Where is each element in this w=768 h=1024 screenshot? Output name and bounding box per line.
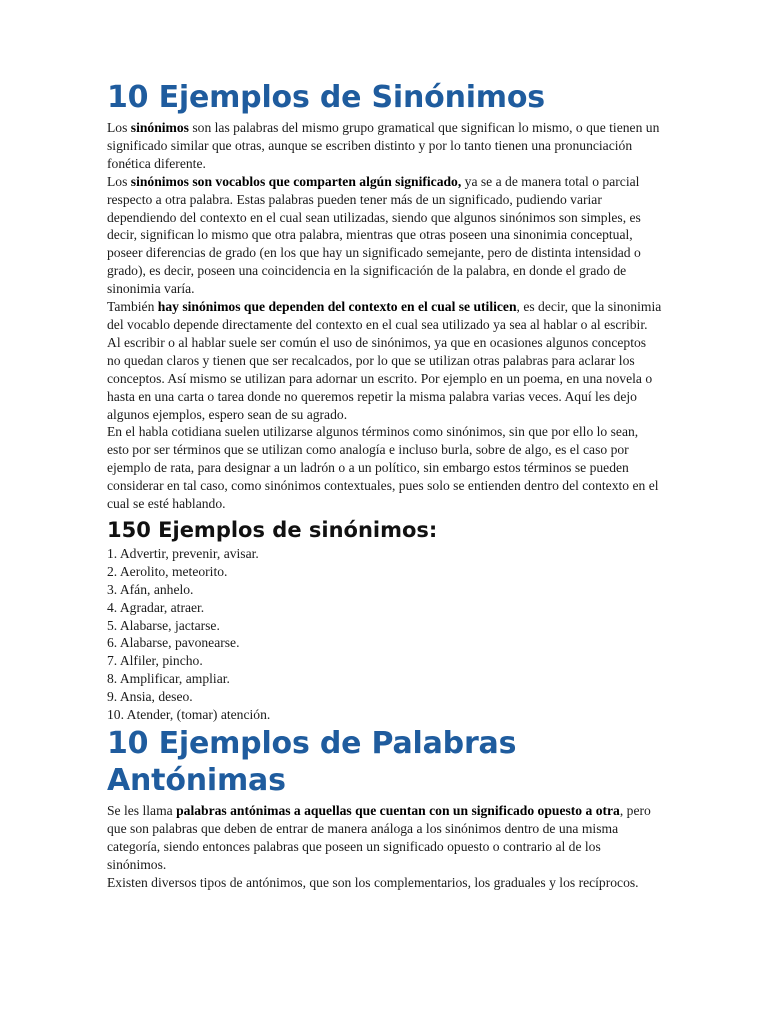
text-run: Se les llama: [107, 803, 177, 818]
paragraph-habla-cotidiana: En el habla cotidiana suelen utilizarse algunos términos como sinónimos, sin que por ello lo sean, esto por ser términos que se utilizan como analogía e incluso burla, sobre de algo, es el caso por ejemplo de rata, para designar a un ladrón o a un político, sin embargo estos términos se pueden considerar en tal caso, como sinónimos contextuales, pues solo se entienden dentro del contexto en el cual se esté hablando.: [107, 424, 659, 512]
examples-list: [107, 545, 663, 724]
title-sinonimos: 10 Ejemplos de Sinónimos: [107, 80, 545, 115]
list-item: 10. Atender, (tomar) atención.: [107, 707, 271, 723]
title-antonimos: 10 Ejemplos de Palabras Antónimas: [107, 726, 517, 798]
list-item: 4. Agradar, atraer.: [107, 599, 205, 615]
text-run: También: [107, 299, 158, 315]
list-item: 8. Amplificar, ampliar.: [107, 671, 230, 687]
list-item: 1. Advertir, prevenir, avisar.: [107, 545, 259, 561]
text-run: Los: [107, 120, 131, 135]
bold-run: palabras antónimas a aquellas que cuentan con un significado opuesto a otra: [176, 803, 620, 818]
bold-run: sinónimos: [130, 120, 189, 135]
bold-run: sinónimos son vocablos que comparten algún significado,: [130, 173, 462, 189]
list-item: 5. Alabarse, jactarse.: [107, 617, 220, 633]
list-item: 9. Ansia, deseo.: [107, 689, 193, 705]
paragraph-vocablos: [107, 173, 663, 298]
text-run: , pero que son palabras que deben de entrar de manera análoga a los sinónimos dentro de una misma categoría, siendo entonces palabras que poseen un significado opuesto o contrario al de los sinónimos.: [107, 803, 651, 872]
list-item: 7. Alfiler, pincho.: [107, 653, 203, 669]
title-ejemplos: 150 Ejemplos de sinónimos:: [107, 517, 438, 542]
list-item: 2. Aerolito, meteorito.: [107, 563, 228, 579]
bold-run: hay sinónimos que dependen del contexto en el cual se utilicen: [157, 299, 517, 315]
list-item: 3. Afán, anhelo.: [107, 581, 194, 597]
text-run: son las palabras del mismo grupo gramatical que significan lo mismo, o que tienen un significado similar que otras, aunque se escriben distinto y por lo tanto tienen una pronunciación fonética diferente.: [107, 120, 660, 171]
text-run: Los: [107, 173, 131, 189]
paragraph-antonimas: [107, 802, 663, 874]
paragraph-definicion: [107, 119, 663, 173]
document-page: [107, 80, 663, 892]
list-item: 6. Alabarse, pavonearse.: [107, 635, 240, 651]
text-run: ya se a de manera total o parcial respecto a otra palabra. Estas palabras pueden tener más de un significado, pudiendo variar dependiendo del contexto en el cual sean utilizadas, siendo que algunos sinónimos son simples, es decir, significan lo mismo que otra palabra, mientras que otras poseen una sinonimia conceptual, poseer diferencias de grado (en los que hay un significado semejante, pero de distinta intensidad o grado), es decir, poseen una coincidencia en la significación de la palabra, en donde el grado de sinonimia varía.: [107, 173, 641, 297]
paragraph-contexto: [107, 298, 663, 423]
paragraph-tipos: Existen diversos tipos de antónimos, que son los complementarios, los graduales y los recíprocos.: [107, 874, 639, 890]
text-run: , es decir, que la sinonimia del vocablo depende directamente del contexto en el cual sea utilizado ya sea al hablar o al escribir. Al escribir o al hablar suele ser común el uso de sinónimos, ya que en ocasiones algunos conceptos no quedan claros y tienen que ser recalcados, por lo que se utilizan otras palabras para aclarar los conceptos. Así mismo se utilizan para adornar un escrito. Por ejemplo en un poema, en una novela o hasta en una carta o tarea donde no queremos repetir la misma palabra varias veces. Aquí les dejo algunos ejemplos, espero sean de su agrado.: [107, 299, 662, 422]
